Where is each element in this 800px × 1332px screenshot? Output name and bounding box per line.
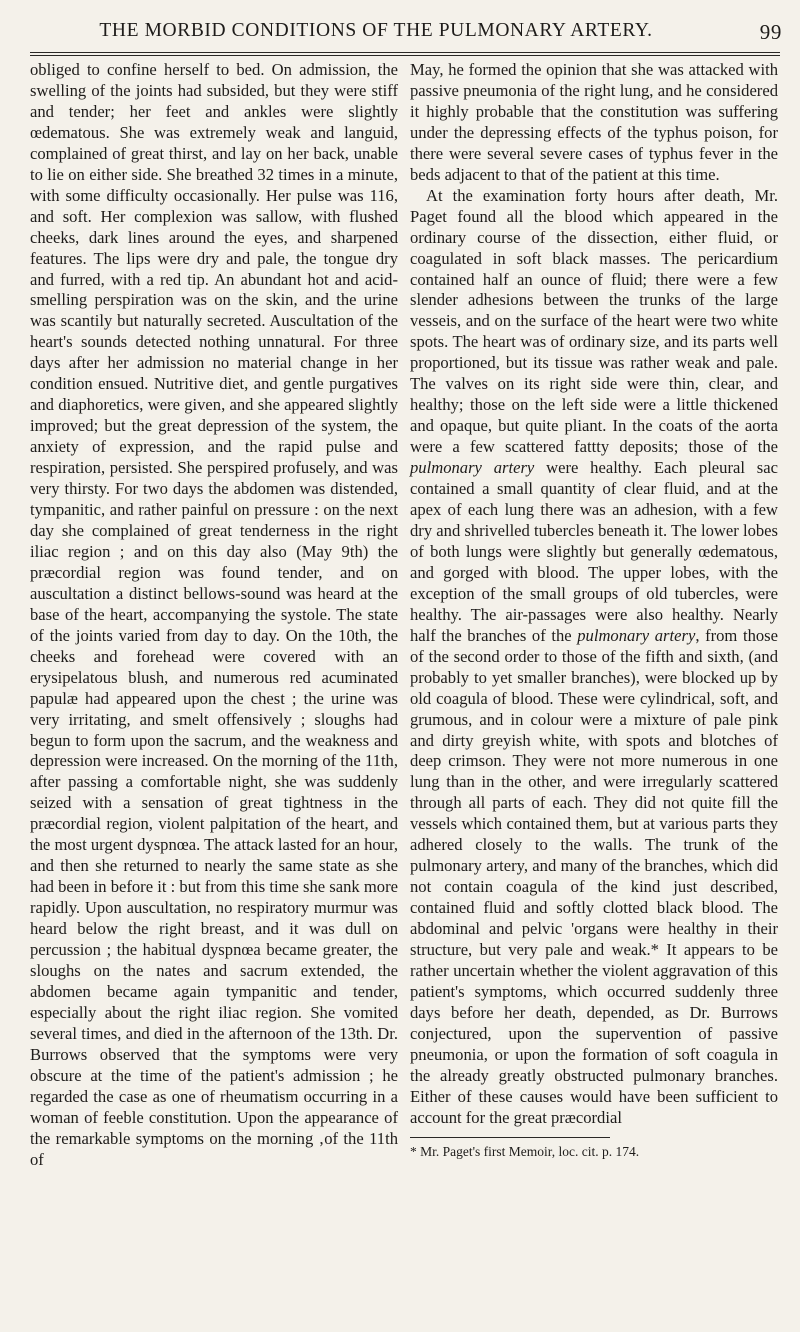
left-paragraph-1: obliged to confine herself to bed. On admission, the swelling of the joints had subsided, but they were stiff and tender; her feet and ankles were slightly œdematous. She was extremely weak and languid, complained of great thirst, and lay on her back, unable to lie on either side. She breathed 32 times in a minute, with some difficulty occasionally. Her pulse was 116, and soft. Her complexion was sallow, with flushed cheeks, dark lines around the eyes, and sharpened features. The lips were dry and pale, the tongue dry and furred, with a red tip. An abundant hot and acid-smelling perspiration was on the skin, and the urine was scantily but naturally secreted. Auscultation of the heart's sounds detected nothing unnatural. For three days after her admission no material change in her condition ensued. Nutritive diet, and gentle purgatives and diaphoretics, were given, and she appeared slightly improved; but the great depression of the system, the anxiety of expression, and the rapid pulse and respiration, persisted. She perspired profusely, and was very thirsty. For two days the abdomen was distended, tympanitic, and rather painful on pressure : on the next day she complained of great tenderness in the right iliac region ; and on this day also (May 9th) the præcordial region was found tender, and on auscultation a distinct bellows-sound was heard at the base of the heart, accompanying the systole. The state of the joints varied from day to day. On the 10th, the cheeks and forehead were covered with an erysipelatous blush, and numerous red acuminated papulæ had appeared upon the chest ; the urine was very irritating, and smelt offensively ; sloughs had begun to form upon the sacrum, and the weakness and depression were increased. On the morning of the 11th, after passing a comfortable night, she was suddenly seized with a sensation of great tightness in the præcordial region, violent palpitation of the heart, and the most urgent dyspnœa. The attack lasted for an hour, and then she returned to nearly the same state as she had been in before it : but from this time she sank more rapidly. Upon auscultation, no respiratory murmur was heard below the right breast, and it was dull on percussion ; the habitual dyspnœa became greater, the sloughs on the nates and sacrum extended, the abdomen became again tympanitic and tender, especially about the right iliac region. She vomited several times, and died in the afternoon of the 13th. Dr. Burrows observed that the symptoms were very obscure at the time of the patient's admission ; he regarded the case as one of rheumatism occurring in a woman of feeble constitution. Upon the appearance of the remarkable symptoms on the morning ‚of the 11th of xyxy=(30,60,398,1169)
right-paragraph-1: May, he formed the opinion that she was attacked with passive pneumonia of the right lung, and he considered it highly probable that the constitution was suffering under the depressing effects of the typhus poison, for there were several severe cases of typhus fever in the beds adjacent to that of the patient at this time. xyxy=(410,60,778,184)
left-column xyxy=(30,60,398,1171)
header-rule xyxy=(30,52,780,53)
footnote-rule xyxy=(410,1137,610,1138)
italic-term: pulmonary artery xyxy=(410,458,535,478)
right-column xyxy=(410,60,778,1160)
text-run: were healthy. Each pleural sac contained a small quantity of clear fluid, and at the apex of each lung there was an adhesion, with a few dry and shrivelled tubercles beneath it. The lower lobes of both lungs were slightly but generally œdematous, and gorged with blood. The upper lobes, with the exception of the small groups of old tubercles, were healthy. The air-passages were also healthy. Nearly half the branches of the xyxy=(410,458,778,645)
text-run: At the examination forty hours after death, Mr. Paget found all the blood which appeared in the ordinary course of the dissection, either fluid, or coagulated in soft black masses. The pericardium contained half an ounce of fluid; there were a few slender adhesions between the trunks of the large vesseis, and on the surface of the heart were two white spots. The heart was of ordinary size, and its parts well proportioned, but its tissue was rather weak and pale. The valves on its right side were thin, clear, and healthy; those on the left side were a little thickened and opaque, but quite pliant. In the coats of the aorta were a few scattered fattty deposits; those of the xyxy=(410,185,778,457)
right-paragraph-2 xyxy=(410,186,778,1129)
header-rule-second xyxy=(30,55,780,56)
column-divider xyxy=(399,60,400,1330)
italic-term: pulmonary artery xyxy=(577,625,696,645)
page-number: 99 xyxy=(759,20,782,44)
running-head xyxy=(30,20,782,48)
footnote: * Mr. Paget's first Memoir, loc. cit. p. 174. xyxy=(410,1143,640,1159)
running-title: THE MORBID CONDITIONS OF THE PULMONARY ARTERY. xyxy=(99,20,653,41)
text-run: , from those of the second order to those of the fifth and sixth, (and probably to yet smaller branches), were blocked up by old coagula of blood. These were cylindrical, soft, and grumous, and in colour were a mixture of pale pink and dirty greyish white, with spots and blotches of deep crimson. They were not more numerous in one lung than in the other, and were irregularly scattered through all parts of each. They did not quite fill the vessels which contained them, but at various parts they adhered closely to the walls. The trunk of the pulmonary artery, and many of the branches, which did not contain coagula of the kind just described, contained fluid and softly clotted black blood. The abdominal and pelvic 'organs were healthy in their structure, but very pale and weak.* It appears to be rather uncertain whether the violent aggravation of this patient's symptoms, which occurred suddenly three days before her death, depended, as Dr. Burrows conjectured, upon the supervention of passive pneumonia, or upon the formation of soft coagula in the already greatly obstructed pulmonary branches. Either of these causes would have been sufficient to account for the great præcordial xyxy=(410,625,778,1127)
